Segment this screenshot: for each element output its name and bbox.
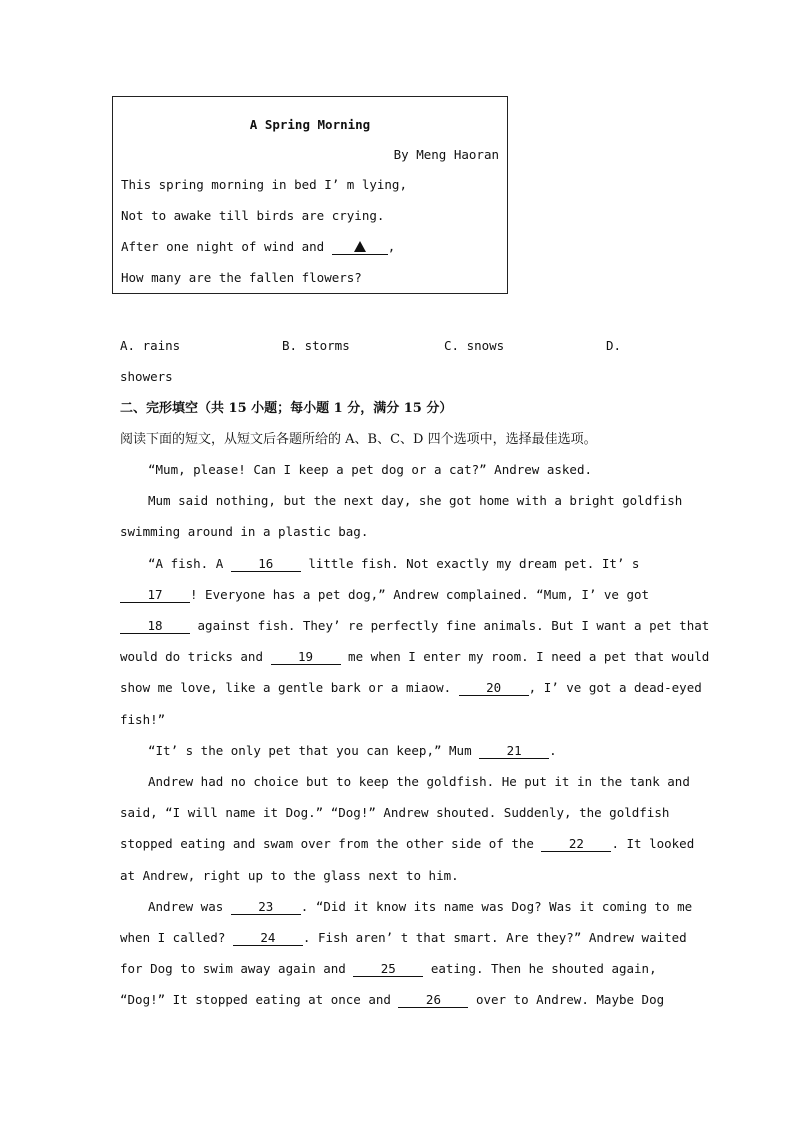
passage-line-11: Andrew had no choice but to keep the goldfish. He put it in the tank and bbox=[148, 774, 690, 789]
passage-line-17 bbox=[120, 961, 675, 977]
blank-26: 26 bbox=[398, 993, 468, 1008]
text-segment: . It looked bbox=[611, 836, 695, 851]
passage-line-10 bbox=[148, 743, 703, 759]
text-segment: show me love, like a gentle bark or a miaow. bbox=[120, 680, 459, 695]
passage-line-5 bbox=[120, 587, 675, 603]
text-segment: . Fish aren’ t that smart. Are they?” Andrew waited bbox=[302, 930, 687, 945]
poem-line-4: How many are the fallen flowers? bbox=[121, 270, 362, 285]
text-segment: . “Did it know its name was Dog? Was it coming to me bbox=[300, 899, 693, 914]
section-instruction: 阅读下面的短文，从短文后各题所给的 A、B、C、D 四个选项中，选择最佳选项。 bbox=[120, 432, 597, 447]
option-d: D. bbox=[606, 338, 622, 353]
option-c: C. snows bbox=[444, 338, 505, 353]
poem-line-3-text: After one night of wind and bbox=[121, 239, 332, 254]
passage-line-12: said, “I will name it Dog.” “Dog!” Andrew shouted. Suddenly, the goldfish bbox=[120, 805, 670, 820]
poem-box bbox=[112, 96, 508, 294]
text-segment: for Dog to swim away again and bbox=[120, 961, 354, 976]
text-segment: ! Everyone has a pet dog,” Andrew complained. “Mum, I’ ve got bbox=[190, 587, 650, 602]
triangle-icon bbox=[354, 241, 366, 252]
text-segment: “It’ s the only pet that you can keep,” Mum bbox=[148, 743, 480, 758]
text-segment: over to Andrew. Maybe Dog bbox=[468, 992, 665, 1007]
poem-line-3-end: , bbox=[387, 239, 396, 254]
text-segment: against fish. They’ re perfectly fine animals. But I want a pet that bbox=[190, 618, 710, 633]
option-d-text: showers bbox=[120, 369, 173, 384]
blank-16: 16 bbox=[231, 557, 301, 572]
text-segment: . bbox=[549, 743, 557, 758]
poem-line-3 bbox=[121, 239, 395, 255]
blank-25: 25 bbox=[353, 962, 423, 977]
passage-line-3: swimming around in a plastic bag. bbox=[120, 524, 369, 539]
poem-blank bbox=[332, 240, 388, 255]
passage-line-4 bbox=[148, 556, 703, 572]
text-segment: “A fish. A bbox=[148, 556, 231, 571]
passage-line-15 bbox=[148, 899, 703, 915]
poem-title: A Spring Morning bbox=[249, 117, 371, 132]
text-segment: when I called? bbox=[120, 930, 233, 945]
passage-line-13 bbox=[120, 836, 695, 852]
passage-line-14: at Andrew, right up to the glass next to him. bbox=[120, 868, 459, 883]
passage-line-16 bbox=[120, 930, 687, 946]
passage-line-18 bbox=[120, 992, 675, 1008]
passage-line-6 bbox=[120, 618, 710, 634]
blank-22: 22 bbox=[541, 837, 611, 852]
blank-21: 21 bbox=[479, 744, 549, 759]
passage-line-8 bbox=[120, 680, 702, 696]
blank-23: 23 bbox=[231, 900, 301, 915]
text-segment: , I’ ve got a dead-eyed bbox=[528, 680, 702, 695]
blank-18: 18 bbox=[120, 619, 190, 634]
option-a: A. rains bbox=[120, 338, 181, 353]
option-b: B. storms bbox=[282, 338, 350, 353]
poem-line-2: Not to awake till birds are crying. bbox=[121, 208, 385, 223]
blank-19: 19 bbox=[271, 650, 341, 665]
text-segment: Andrew was bbox=[148, 899, 231, 914]
blank-17: 17 bbox=[120, 588, 190, 603]
text-segment: would do tricks and bbox=[120, 649, 271, 664]
text-segment: “Dog!” It stopped eating at once and bbox=[120, 992, 399, 1007]
text-segment: eating. Then he shouted again, bbox=[423, 961, 657, 976]
poem-line-1: This spring morning in bed I’ m lying, bbox=[121, 177, 407, 192]
passage-line-1: “Mum, please! Can I keep a pet dog or a cat?” Andrew asked. bbox=[148, 462, 593, 477]
blank-20: 20 bbox=[459, 681, 529, 696]
passage-line-9: fish!” bbox=[120, 712, 166, 727]
blank-24: 24 bbox=[233, 931, 303, 946]
poem-author: By Meng Haoran bbox=[393, 147, 499, 162]
text-segment: little fish. Not exactly my dream pet. It’ s bbox=[300, 556, 640, 571]
section-heading: 二、完形填空（共 15 小题；每小题 1 分，满分 15 分） bbox=[120, 401, 453, 416]
passage-line-7 bbox=[120, 649, 710, 665]
passage-line-2: Mum said nothing, but the next day, she got home with a bright goldfish bbox=[148, 493, 683, 508]
text-segment: stopped eating and swam over from the other side of the bbox=[120, 836, 542, 851]
text-segment: me when I enter my room. I need a pet that would bbox=[340, 649, 710, 664]
